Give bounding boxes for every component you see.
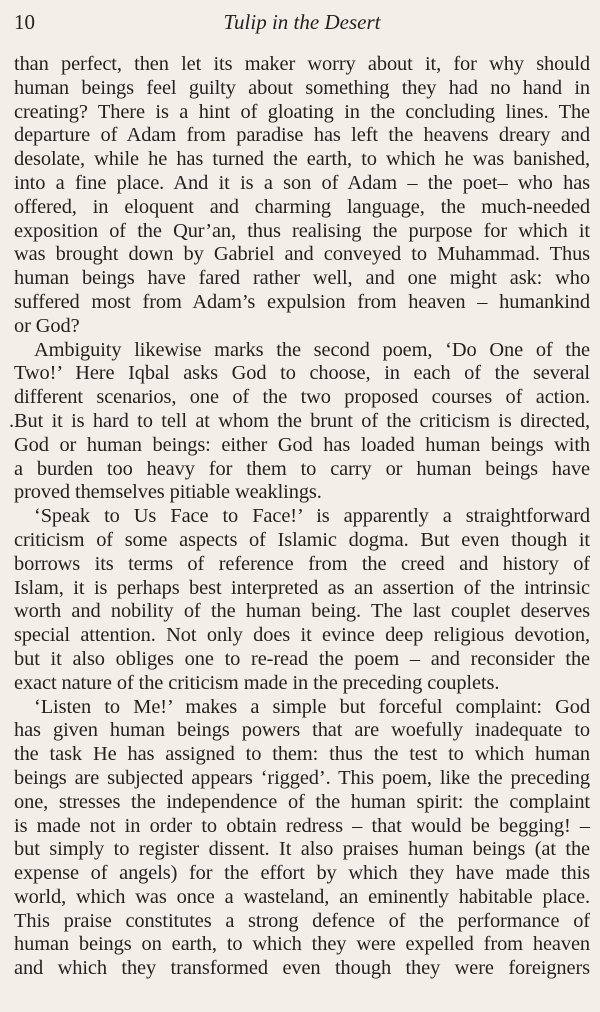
text-line: This praise constitutes a strong defence of the performance of	[14, 909, 590, 932]
text-line: criticism of some aspects of Islamic dogma. But even though it	[14, 528, 590, 551]
text-line: the task He has assigned to them: thus the test to which human	[14, 743, 590, 766]
body-text	[9, 53, 590, 981]
page-header	[14, 8, 590, 38]
text-line: exact nature of the criticism made in the preceding couplets.	[14, 671, 500, 694]
text-line: creating? There is a hint of gloating in the concluding lines. The	[14, 100, 590, 123]
text-line: has given human beings powers that are woefully inadequate to	[14, 719, 590, 742]
text-line: suffered most from Adam’s expulsion from heaven – humankind	[14, 290, 590, 313]
text-line: special attention. Not only does it evince deep religious devotion,	[14, 624, 590, 647]
text-line: Islam, it is perhaps best interpreted as an assertion of the intrinsic	[14, 576, 590, 599]
text-line: worth and nobility of the human being. The last couplet deserves	[14, 600, 590, 623]
text-line: and which they transformed even though they were foreigners	[14, 957, 590, 980]
text-line: borrows its terms of reference from the creed and history of	[14, 552, 590, 575]
text-line: is made not in order to obtain redress – that would be begging! –	[14, 814, 590, 837]
page-number: 10	[14, 10, 35, 34]
text-line: departure of Adam from paradise has left the heavens dreary and	[14, 124, 590, 147]
text-line: God or human beings: either God has loaded human beings with	[14, 433, 590, 456]
text-line: proved themselves pitiable weaklings.	[14, 481, 322, 504]
text-line: or God?	[14, 314, 80, 337]
text-line: world, which was once a wasteland, an eminently habitable place.	[14, 885, 590, 908]
text-line: ‘Listen to Me!’ makes a simple but forceful complaint: God	[34, 695, 590, 718]
text-line: than perfect, then let its maker worry about it, for why should	[14, 53, 590, 75]
text-line: human beings have fared rather well, and one might ask: who	[14, 267, 590, 290]
text-line: but simply to register dissent. It also praises human beings (at the	[14, 838, 590, 861]
text-line: Ambiguity likewise marks the second poem, ‘Do One of the	[34, 338, 590, 361]
text-line: a burden too heavy for them to carry or human beings have	[14, 457, 590, 480]
text-line: ‘Speak to Us Face to Face!’ is apparently a straightforward	[34, 505, 590, 528]
running-title: Tulip in the Desert	[223, 10, 381, 34]
text-line: beings are subjected appears ‘rigged’. This poem, like the preceding	[14, 766, 590, 789]
text-line: human beings feel guilty about something they had no hand in	[14, 76, 590, 99]
text-line: exposition of the Qur’an, thus realising the purpose for which it	[14, 219, 590, 242]
text-line: .But it is hard to tell at whom the brunt of the criticism is directed,	[9, 409, 590, 432]
text-line: different scenarios, one of the two proposed courses of action.	[14, 386, 590, 409]
text-line: desolate, while he has turned the earth, to which he was banished,	[14, 148, 590, 171]
text-line: into a fine place. And it is a son of Adam – the poet– who has	[14, 171, 590, 194]
text-line: offered, in eloquent and charming language, the much-needed	[14, 195, 590, 218]
text-line: but it also obliges one to re-read the poem – and reconsider the	[14, 647, 590, 670]
text-line: Two!’ Here Iqbal asks God to choose, in each of the several	[14, 362, 590, 385]
text-line: one, stresses the independence of the human spirit: the complaint	[14, 790, 590, 813]
text-line: was brought down by Gabriel and conveyed to Muhammad. Thus	[14, 243, 590, 266]
text-line: human beings on earth, to which they were expelled from heaven	[14, 933, 590, 956]
text-line: expense of angels) for the effort by which they have made this	[14, 862, 590, 885]
